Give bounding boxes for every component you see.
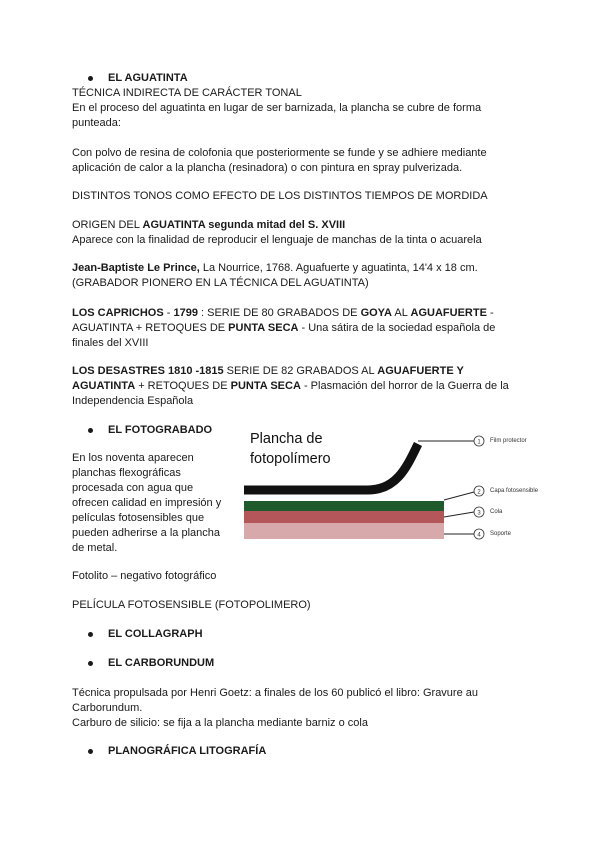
aguatinta-resin-paragraph bbox=[72, 146, 532, 176]
text-line: planchas flexográficas bbox=[72, 467, 181, 479]
text-line bbox=[72, 218, 532, 233]
text-run: - Una sátira de la sociedad española de bbox=[298, 322, 496, 334]
bullet-icon bbox=[88, 749, 93, 754]
text-line: punteada: bbox=[72, 117, 121, 129]
text-run: - bbox=[163, 307, 174, 319]
photopolymer-plate-diagram bbox=[240, 428, 560, 548]
bold-text: 1799 bbox=[173, 307, 198, 319]
origen-paragraph bbox=[72, 218, 532, 248]
bold-text: Jean-Baptiste Le Prince, bbox=[72, 262, 200, 274]
layer-photosensitive bbox=[244, 501, 444, 511]
layer-label: Soporte bbox=[490, 531, 512, 537]
layer-number: 1 bbox=[477, 439, 481, 446]
text-line: finales del XVIII bbox=[72, 337, 149, 349]
bold-text: GOYA bbox=[360, 307, 392, 319]
bullet-icon bbox=[88, 632, 93, 637]
tonos-line bbox=[72, 189, 532, 204]
bullet-icon bbox=[88, 428, 93, 433]
bullet-icon bbox=[88, 76, 93, 81]
layer-number: 3 bbox=[477, 510, 481, 517]
carborundum-paragraph bbox=[72, 686, 532, 731]
text-run: + RETOQUES DE bbox=[135, 380, 231, 392]
text-line bbox=[72, 379, 532, 394]
layer-label: Cola bbox=[490, 509, 503, 515]
text-run: AGUATINTA + RETOQUES DE bbox=[72, 322, 229, 334]
text-line: DISTINTOS TONOS COMO EFECTO DE LOS DISTINTOS TIEMPOS DE MORDIDA bbox=[72, 190, 488, 202]
text-run: - bbox=[486, 307, 494, 319]
heading-text: EL CARBORUNDUM bbox=[108, 657, 215, 669]
text-line bbox=[72, 306, 532, 321]
text-line: Carburo de silicio: se fija a la plancha mediante barniz o cola bbox=[72, 717, 368, 729]
diagram-title-line: fotopolímero bbox=[250, 451, 331, 467]
text-line: TÉCNICA INDIRECTA DE CARÁCTER TONAL bbox=[72, 87, 302, 99]
desastres-paragraph bbox=[72, 364, 532, 409]
layer-label: Capa fotosensible bbox=[490, 488, 539, 494]
text-run: AL bbox=[391, 307, 411, 319]
text-line: En los noventa aparecen bbox=[72, 452, 194, 464]
fotograbado-paragraph bbox=[72, 451, 237, 556]
text-line: películas fotosensibles que bbox=[72, 512, 205, 524]
layer-glue bbox=[244, 511, 444, 523]
le-prince-paragraph bbox=[72, 261, 532, 291]
text-line bbox=[72, 321, 532, 336]
aguatinta-intro bbox=[72, 86, 532, 131]
text-line bbox=[72, 261, 532, 276]
text-line: pueden adherirse a la plancha bbox=[72, 527, 221, 539]
text-line: Carborundum. bbox=[72, 702, 143, 714]
bullet-heading-collagraph bbox=[90, 627, 203, 642]
text-run: ORIGEN DEL bbox=[72, 219, 143, 231]
bullet-heading-fotograbado bbox=[90, 423, 212, 438]
heading-text: EL COLLAGRAPH bbox=[108, 628, 203, 640]
leader-line bbox=[444, 512, 474, 517]
layer-support bbox=[244, 523, 444, 539]
text-line: Aparece con la finalidad de reproducir el lenguaje de manchas de la tinta o acuarela bbox=[72, 234, 482, 246]
bullet-heading-aguatinta bbox=[90, 71, 188, 86]
layer-label: Film protector bbox=[490, 438, 527, 444]
bold-text: AGUAFUERTE bbox=[410, 307, 487, 319]
text-line: aplicación de calor a la plancha (resinadora) o con pintura en spray pulverizada. bbox=[72, 162, 463, 174]
bold-text: AGUATINTA segunda mitad del S. XVIII bbox=[142, 219, 346, 231]
bold-text: LOS CAPRICHOS bbox=[72, 307, 164, 319]
text-line bbox=[72, 364, 532, 379]
leader-line bbox=[444, 492, 474, 500]
text-line: procesada con agua que bbox=[72, 482, 194, 494]
text-line: Con polvo de resina de colofonia que posteriormente se funde y se adhiere mediante bbox=[72, 147, 487, 159]
bold-text: PUNTA SECA bbox=[228, 322, 299, 334]
bold-text: AGUATINTA bbox=[72, 380, 136, 392]
heading-text: EL FOTOGRABADO bbox=[108, 424, 213, 436]
text-line: Técnica propulsada por Henri Goetz: a finales de los 60 publicó el libro: Gravure au bbox=[72, 687, 479, 699]
text-run: - Plasmación del horror de la Guerra de la bbox=[300, 380, 509, 392]
text-run: La Nourrice, 1768. Aguafuerte y aguatinta, 14'4 x 18 cm. bbox=[199, 262, 478, 274]
heading-text: EL AGUATINTA bbox=[108, 72, 188, 84]
text-run: : SERIE DE 80 GRABADOS DE bbox=[197, 307, 361, 319]
layer-number: 2 bbox=[477, 489, 481, 496]
bold-text: PUNTA SECA bbox=[230, 380, 301, 392]
bold-text: LOS DESASTRES 1810 -1815 bbox=[72, 365, 224, 377]
bold-text: AGUAFUERTE Y bbox=[377, 365, 464, 377]
pelicula-line bbox=[72, 598, 532, 613]
text-line: de metal. bbox=[72, 542, 118, 554]
text-line: ofrecen calidad en impresión y bbox=[72, 497, 222, 509]
fotolito-line bbox=[72, 569, 532, 584]
text-line: En el proceso del aguatinta en lugar de ser barnizada, la plancha se cubre de forma bbox=[72, 102, 482, 114]
heading-text: PLANOGRÁFICA LITOGRAFÍA bbox=[108, 745, 267, 757]
film-curl bbox=[244, 444, 418, 490]
text-line: PELÍCULA FOTOSENSIBLE (FOTOPOLIMERO) bbox=[72, 599, 311, 611]
text-line: Independencia Española bbox=[72, 395, 194, 407]
bullet-icon bbox=[88, 661, 93, 666]
bullet-heading-planografica bbox=[90, 744, 266, 759]
text-run: SERIE DE 82 GRABADOS AL bbox=[223, 365, 378, 377]
diagram-title-line: Plancha de bbox=[250, 431, 323, 447]
layer-number: 4 bbox=[477, 532, 481, 539]
caprichos-paragraph bbox=[72, 306, 532, 351]
text-line: (GRABADOR PIONERO EN LA TÉCNICA DEL AGUATINTA) bbox=[72, 277, 369, 289]
bullet-heading-carborundum bbox=[90, 656, 214, 671]
text-line: Fotolito – negativo fotográfico bbox=[72, 570, 217, 582]
